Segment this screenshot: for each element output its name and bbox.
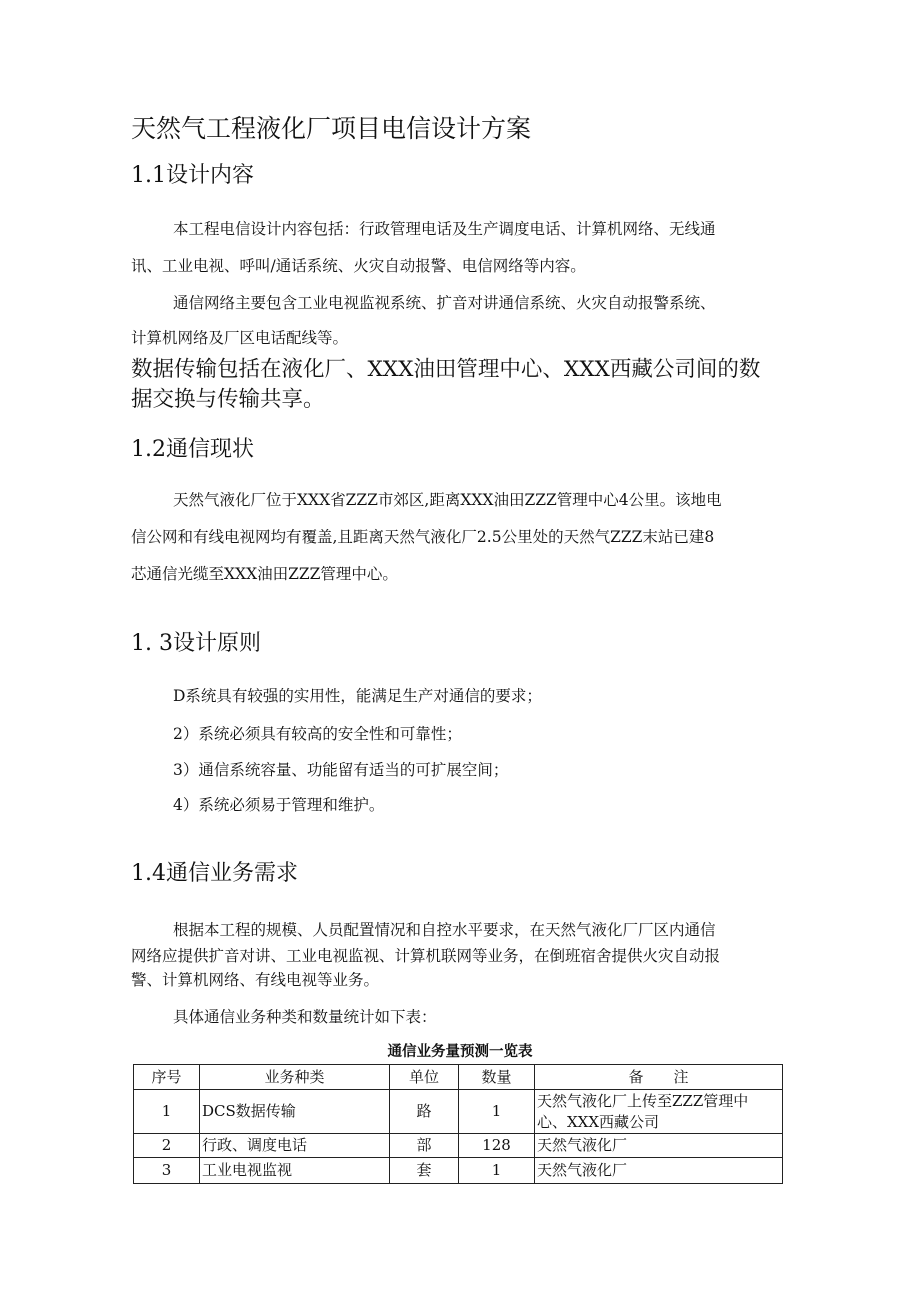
cell-qty: 128 <box>459 1134 535 1158</box>
table-caption: 通信业务量预测一览表 <box>387 1044 533 1060</box>
column-header-qty: 数量 <box>459 1065 535 1090</box>
paragraph-line: 警、计算机网络、有线电视等业务。 <box>131 971 380 989</box>
table-header-row <box>134 1065 783 1090</box>
cell-no: 2 <box>134 1134 200 1158</box>
cell-remark: 天然气液化厂 <box>535 1158 783 1184</box>
paragraph-line: 具体通信业务种类和数量统计如下表： <box>173 1008 437 1026</box>
section-heading-1-2: 1.2通信现状 <box>131 437 254 462</box>
principle-item: D系统具有较强的实用性，能满足生产对通信的要求； <box>173 687 542 705</box>
section-heading-1-4: 1.4通信业务需求 <box>131 861 298 886</box>
principle-item: 4）系统必须易于管理和维护。 <box>173 796 385 814</box>
paragraph-line-large: 据交换与传输共享。 <box>131 387 325 412</box>
paragraph-line: 网络应提供扩音对讲、工业电视监视、计算机联网等业务，在倒班宿舍提供火灾自动报 <box>131 947 721 965</box>
table-row <box>134 1134 783 1158</box>
column-header-remark: 备 注 <box>535 1065 783 1090</box>
column-header-no: 序号 <box>134 1065 200 1090</box>
column-header-type: 业务种类 <box>200 1065 390 1090</box>
principle-item: 2）系统必须具有较高的安全性和可靠性； <box>173 725 462 743</box>
paragraph-line: 讯、工业电视、呼叫/通话系统、火灾自动报警、电信网络等内容。 <box>131 257 586 275</box>
section-heading-1-1: 1.1设计内容 <box>131 163 254 188</box>
cell-remark: 天然气液化厂 <box>535 1134 783 1158</box>
paragraph-line: 芯通信光缆至XXX油田ZZZ管理中心。 <box>131 565 398 583</box>
page-crop-mask <box>0 1189 920 1301</box>
paragraph-line-large: 数据传输包括在液化厂、XXX油田管理中心、XXX西藏公司间的数 <box>131 357 761 382</box>
cell-remark <box>535 1090 783 1134</box>
cell-unit: 部 <box>390 1134 459 1158</box>
cell-qty: 1 <box>459 1090 535 1134</box>
column-header-unit: 单位 <box>390 1065 459 1090</box>
table-row <box>134 1090 783 1134</box>
cell-no: 3 <box>134 1158 200 1184</box>
cell-remark-line: 天然气液化厂上传至ZZZ管理中 <box>537 1091 749 1110</box>
paragraph-line: 计算机网络及厂区电话配线等。 <box>131 329 349 347</box>
document-title: 天然气工程液化厂项目电信设计方案 <box>131 114 532 143</box>
cell-type: 行政、调度电话 <box>200 1134 390 1158</box>
section-heading-1-3: 1. 3设计原则 <box>131 631 261 656</box>
cell-unit: 套 <box>390 1158 459 1184</box>
table-row <box>134 1158 783 1184</box>
business-volume-table <box>133 1064 783 1184</box>
paragraph-line: 本工程电信设计内容包括：行政管理电话及生产调度电话、计算机网络、无线通 <box>173 220 716 238</box>
cell-type: DCS数据传输 <box>200 1090 390 1134</box>
cell-remark-line: 心、XXX西藏公司 <box>537 1112 660 1131</box>
cell-type: 工业电视监视 <box>200 1158 390 1184</box>
paragraph-line: 天然气液化厂位于XXX省ZZZ市郊区,距离XXX油田ZZZ管理中心4公里。该地电 <box>173 491 722 509</box>
principle-item: 3）通信系统容量、功能留有适当的可扩展空间； <box>173 761 509 779</box>
paragraph-line: 根据本工程的规模、人员配置情况和自控水平要求，在天然气液化厂厂区内通信 <box>173 921 716 939</box>
cell-unit: 路 <box>390 1090 459 1134</box>
cell-no: 1 <box>134 1090 200 1134</box>
paragraph-line: 信公网和有线电视网均有覆盖,且距离天然气液化厂2.5公里处的天然气ZZZ末站已建8 <box>131 528 715 546</box>
paragraph-line: 通信网络主要包含工业电视监视系统、扩音对讲通信系统、火灾自动报警系统、 <box>173 294 716 312</box>
cell-qty: 1 <box>459 1158 535 1184</box>
